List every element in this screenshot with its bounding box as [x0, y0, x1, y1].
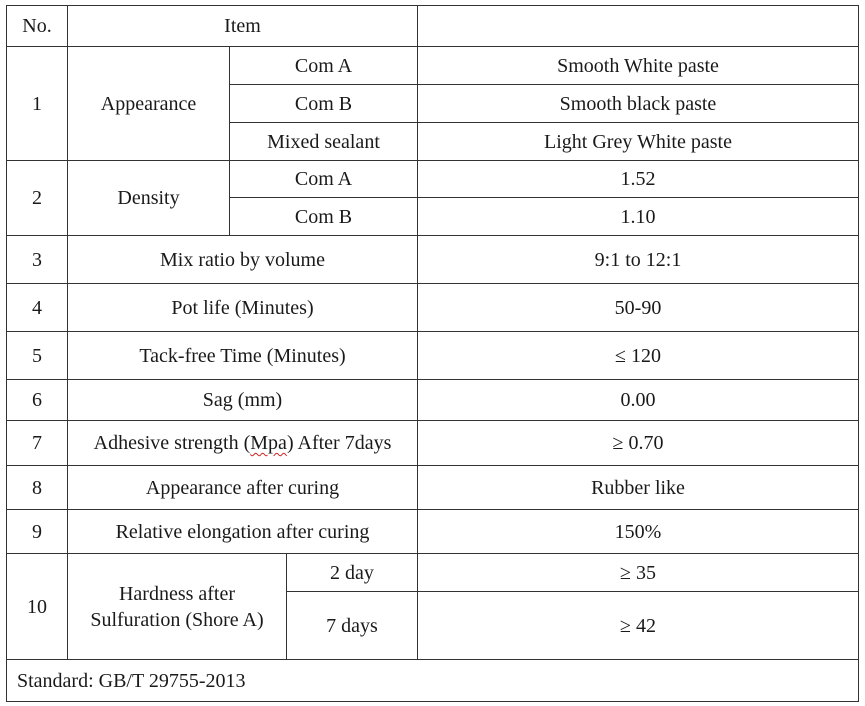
row-number: 10: [7, 554, 68, 660]
table-row: [7, 284, 859, 332]
row-number: 6: [7, 380, 68, 421]
sub-item-label: 7 days: [287, 592, 418, 660]
item-mix-ratio: Mix ratio by volume: [68, 236, 418, 284]
item-relative-elongation: Relative elongation after curing: [68, 510, 418, 554]
header-row: [7, 6, 859, 47]
row-value: 9:1 to 12:1: [418, 236, 859, 284]
row-value: Rubber like: [418, 466, 859, 510]
item-density: Density: [68, 161, 230, 236]
table-row: [7, 554, 859, 592]
item-tack-free-time: Tack-free Time (Minutes): [68, 332, 418, 380]
item-appearance-after-curing: Appearance after curing: [68, 466, 418, 510]
row-number: 4: [7, 284, 68, 332]
table-row: [7, 510, 859, 554]
row-value: 0.00: [418, 380, 859, 421]
row-value: Smooth White paste: [418, 47, 859, 85]
table-row: [7, 421, 859, 466]
sub-item-label: 2 day: [287, 554, 418, 592]
header-item: Item: [68, 6, 418, 47]
item-adhesive-strength: [68, 421, 418, 466]
row-value: ≥ 42: [418, 592, 859, 660]
row-number: 9: [7, 510, 68, 554]
row-value: 50-90: [418, 284, 859, 332]
sub-item-label: Com B: [230, 85, 418, 123]
row-value: Smooth black paste: [418, 85, 859, 123]
item-appearance: Appearance: [68, 47, 230, 161]
hardness-line-1: Hardness after: [118, 582, 236, 605]
row-number: 7: [7, 421, 68, 466]
adhesive-strength-suffix: ) After 7days: [286, 432, 392, 454]
row-value: ≥ 35: [418, 554, 859, 592]
row-value: ≤ 120: [418, 332, 859, 380]
header-value: [418, 6, 859, 47]
item-hardness: [68, 554, 287, 660]
item-pot-life: Pot life (Minutes): [68, 284, 418, 332]
table-row: [7, 161, 859, 198]
row-value: 1.10: [418, 198, 859, 236]
adhesive-strength-text: Adhesive strength (: [93, 432, 251, 454]
row-value: ≥ 0.70: [418, 421, 859, 466]
row-value: 150%: [418, 510, 859, 554]
row-number: 5: [7, 332, 68, 380]
item-sag: Sag (mm): [68, 380, 418, 421]
footer-row: [7, 660, 859, 702]
row-value: Light Grey White paste: [418, 123, 859, 161]
table-row: [7, 332, 859, 380]
specification-table: [6, 5, 859, 702]
header-no: No.: [7, 6, 68, 47]
sub-item-label: Com A: [230, 161, 418, 198]
table-row: [7, 47, 859, 85]
table-row: [7, 380, 859, 421]
row-value: 1.52: [418, 161, 859, 198]
sub-item-label: Com B: [230, 198, 418, 236]
sub-item-label: Com A: [230, 47, 418, 85]
standard-note: Standard: GB/T 29755-2013: [7, 660, 859, 702]
row-number: 8: [7, 466, 68, 510]
row-number: 1: [7, 47, 68, 161]
hardness-line-2: Sulfuration (Shore A): [90, 608, 264, 631]
table-row: [7, 466, 859, 510]
sub-item-label: Mixed sealant: [230, 123, 418, 161]
row-number: 2: [7, 161, 68, 236]
spellcheck-underlined-unit: Mpa: [250, 432, 287, 454]
table-row: [7, 236, 859, 284]
row-number: 3: [7, 236, 68, 284]
